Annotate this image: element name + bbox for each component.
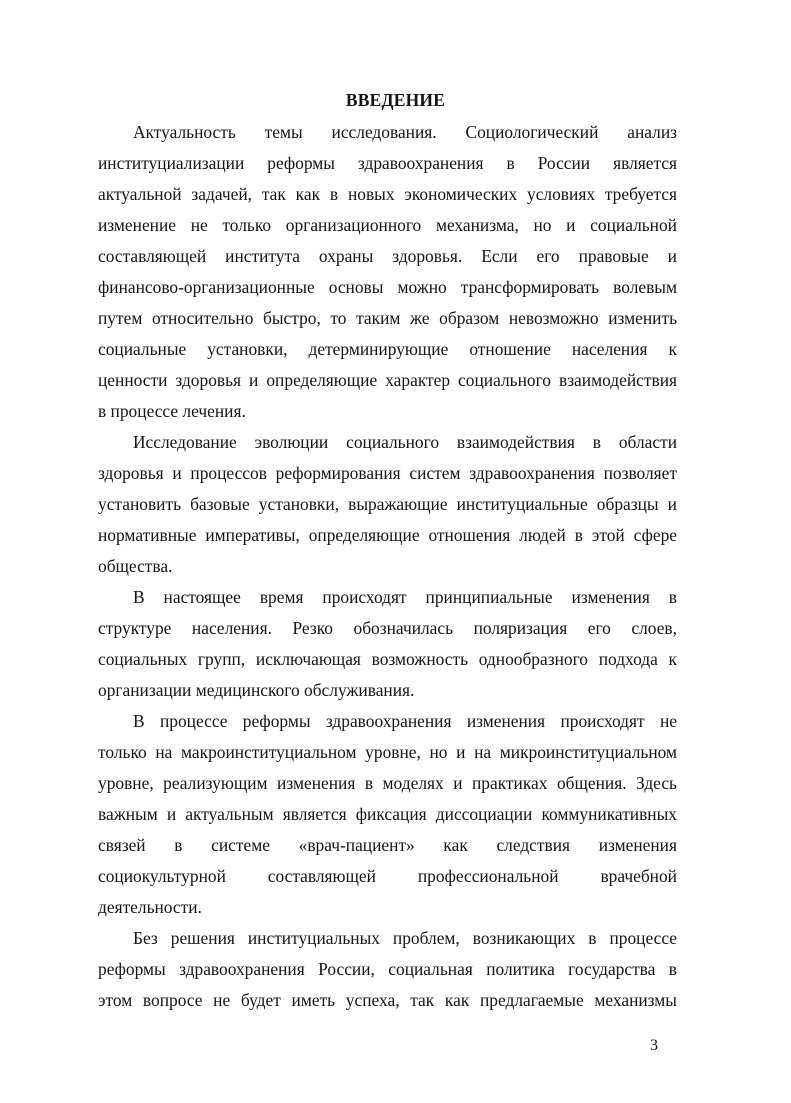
- text-line: Актуальность темы исследования. Социологический анализ: [133, 122, 677, 142]
- text-line: В настоящее время происходят принципиальные изменения в: [133, 587, 677, 607]
- text-line: актуальной задачей, так как в новых экономических условиях требуется: [98, 184, 677, 204]
- text-line: институциализации реформы здравоохранения в России является: [98, 153, 677, 173]
- text-line: уровне, реализующим изменения в моделях и практиках общения. Здесь: [98, 773, 677, 793]
- text-line: реформы здравоохранения России, социальная политика государства в: [98, 959, 677, 979]
- text-line: составляющей института охраны здоровья. Если его правовые и: [98, 246, 677, 266]
- text-line: финансово-организационные основы можно трансформировать волевым: [98, 277, 677, 297]
- text-line: социальных групп, исключающая возможность однообразного подхода к: [98, 649, 677, 669]
- text-line: нормативные императивы, определяющие отношения людей в этой сфере: [98, 525, 677, 545]
- text-line: только на макроинституциальном уровне, но и на микроинституциальном: [98, 742, 677, 762]
- text-line: важным и актуальным является фиксация диссоциации коммуникативных: [98, 804, 677, 824]
- text-line: социокультурной составляющей профессиональной врачебной: [98, 866, 677, 886]
- text-line: изменение не только организационного механизма, но и социальной: [98, 215, 677, 235]
- text-line: установить базовые установки, выражающие институциальные образцы и: [98, 494, 677, 514]
- page-title: ВВЕДЕНИЕ: [345, 90, 446, 110]
- text-line: деятельности.: [98, 897, 202, 917]
- page-number: 3: [650, 1037, 658, 1054]
- text-line: путем относительно быстро, то таким же образом невозможно изменить: [98, 308, 677, 328]
- text-line: организации медицинского обслуживания.: [98, 680, 415, 700]
- text-line: общества.: [98, 556, 173, 576]
- text-line: В процессе реформы здравоохранения изменения происходят не: [133, 711, 677, 731]
- text-line: ценности здоровья и определяющие характер социального взаимодействия: [98, 370, 677, 390]
- text-line: социальные установки, детерминирующие отношение населения к: [98, 339, 677, 359]
- text-line: Исследование эволюции социального взаимодействия в области: [133, 432, 677, 452]
- text-line: связей в системе «врач-пациент» как следствия изменения: [98, 835, 677, 855]
- text-line: структуре населения. Резко обозначилась поляризация его слоев,: [98, 618, 677, 638]
- text-line: Без решения институциальных проблем, возникающих в процессе: [133, 928, 677, 948]
- text-line: этом вопросе не будет иметь успеха, так как предлагаемые механизмы: [98, 990, 677, 1010]
- text-line: здоровья и процессов реформирования систем здравоохранения позволяет: [98, 463, 677, 483]
- text-line: в процессе лечения.: [98, 401, 246, 421]
